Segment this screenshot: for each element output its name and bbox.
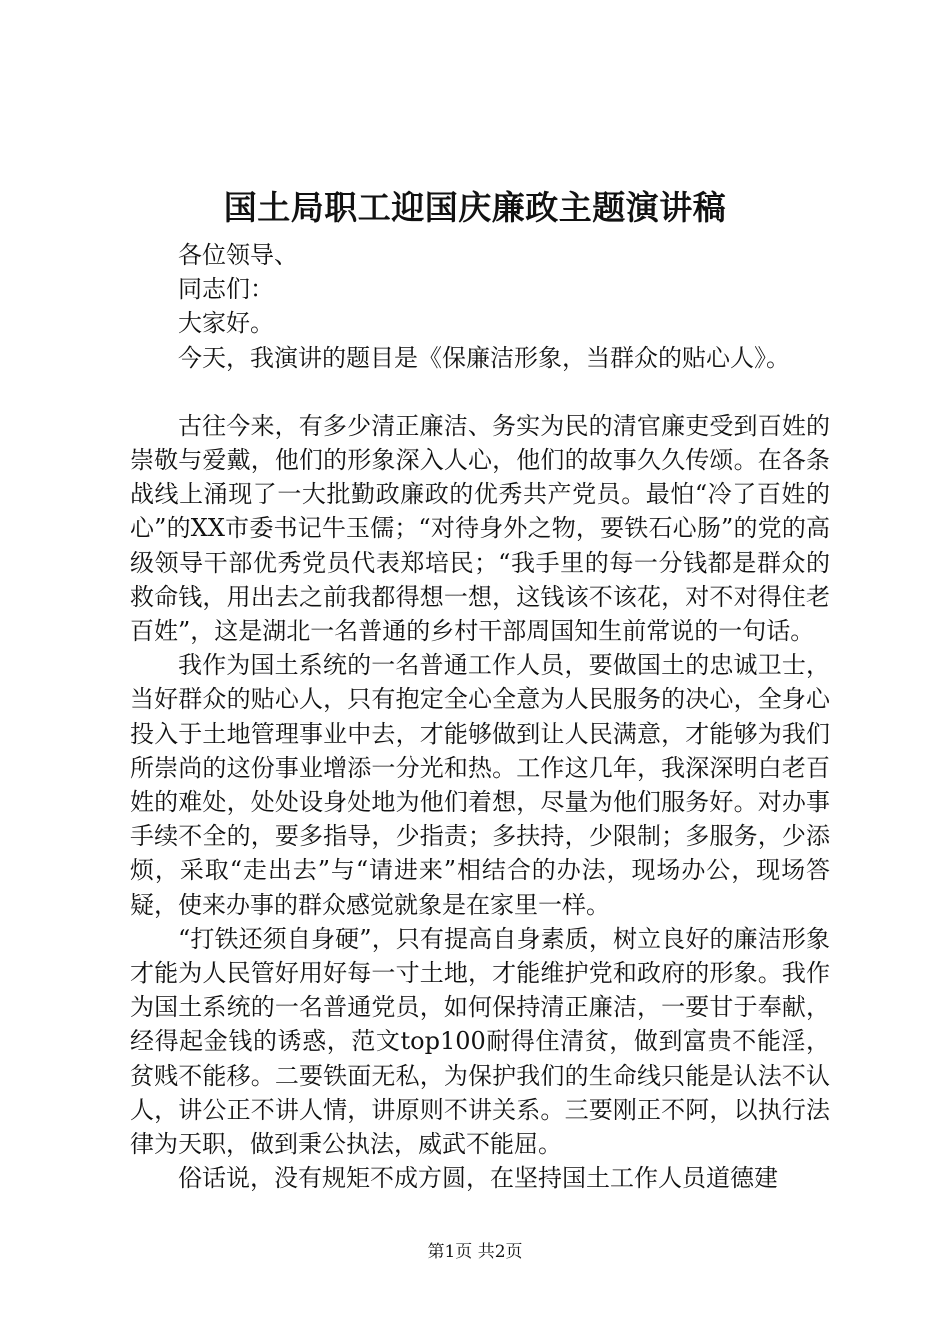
- blank-line: [130, 375, 830, 409]
- paragraph: 俗话说，没有规矩不成方圆，在坚持国土工作人员道德建: [178, 1164, 778, 1193]
- document-body: [130, 238, 830, 1195]
- greeting-line: 各位领导、: [178, 241, 298, 269]
- speech-topic-line: 今天，我演讲的题目是《保廉洁形象，当群众的贴心人》。: [178, 343, 790, 372]
- page-footer: 第1页 共2页: [427, 1242, 523, 1262]
- paragraph: 我作为国土系统的一名普通工作人员，要做国土的忠诚卫士，当好群众的贴心人，只有抱定全心全意为人民服务的决心，全身心投入于土地管理事业中去，才能够做到让人民满意，才能够为我们所崇尚的这份事业增添一分光和热。工作这几年，我深深明白老百姓的难处，处处设身处地为他们着想，尽量为他们服务好。对办事手续不全的，要多指导，少指责；多扶持，少限制；多服务，少添烦，采取“走出去”与“请进来”相结合的办法，现场办公，现场答疑，使来办事的群众感觉就象是在家里一样。: [130, 651, 830, 919]
- greeting-line: 同志们：: [178, 275, 274, 304]
- document-title: 国土局职工迎国庆廉政主题演讲稿: [223, 188, 727, 227]
- paragraph: “打铁还须自身硬”，只有提高自身素质，树立良好的廉洁形象才能为人民管好用好每一寸土地，才能维护党和政府的形象。我作为国土系统的一名普通党员，如何保持清正廉洁，一要甘于奉献，经得起金钱的诱惑，范文top100耐得住清贫，做到富贵不能淫，贫贱不能移。二要铁面无私，为保护我们的生命线只能是认法不认人，讲公正不讲人情，讲原则不讲关系。三要刚正不阿，以执行法律为天职，做到秉公执法，威武不能屈。: [130, 924, 830, 1159]
- paragraph: 古往今来，有多少清正廉洁、务实为民的清官廉吏受到百姓的崇敬与爱戴，他们的形象深入人心，他们的故事久久传颂。在各条战线上涌现了一大批勤政廉政的优秀共产党员。最怕“冷了百姓的心”的XX市委书记牛玉儒；“对待身外之物，要铁石心肠”的党的高级领导干部优秀党员代表郑培民；“我手里的每一分钱都是群众的救命钱，用出去之前我都得想一想，这钱该不该花，对不对得住老百姓”，这是湖北一名普通的乡村干部周国知生前常说的一句话。: [130, 411, 830, 646]
- greeting-line: 大家好。: [178, 309, 274, 338]
